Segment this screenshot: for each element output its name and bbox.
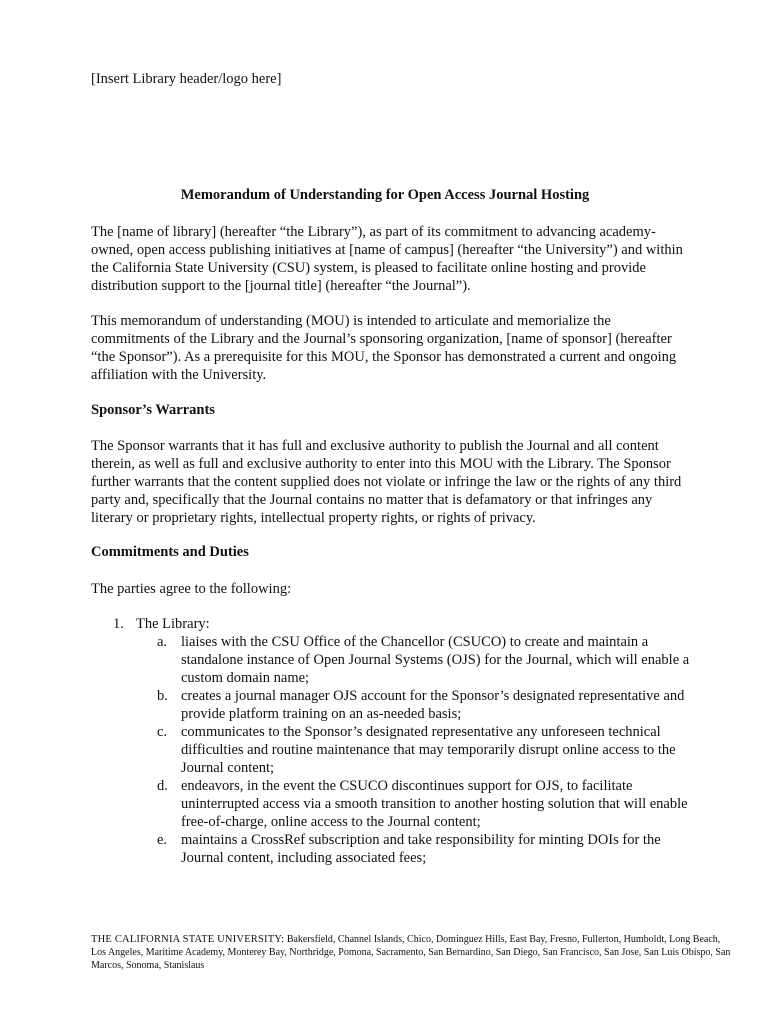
list-label: The Library: [136, 616, 210, 632]
list-item [157, 687, 697, 723]
list-number: 1. [113, 616, 124, 632]
header-placeholder: [Insert Library header/logo here] [91, 71, 282, 87]
warrants-paragraph: The Sponsor warrants that it has full and exclusive authority to publish the Journal and all content therein, as well as full and exclusive authority to enter into this MOU with the Library. The Sponsor further warrants that the content supplied does not violate or infringe the law or the rights of any third party and, specifically that the Journal contains no matter that is defamatory or that infringes any literary or proprietary rights, intellectual property rights, or rights of privacy. [91, 438, 682, 526]
item-text: liaises with the CSU Office of the Chancellor (CSUCO) to create and maintain a standalone instance of Open Journal Systems (OJS) for the Journal, which will enable a custom domain name; [181, 634, 690, 686]
item-letter: a. [157, 634, 168, 650]
mou-paragraph: This memorandum of understanding (MOU) is intended to articulate and memorialize the commitments of the Library and the Journal’s sponsoring organization, [name of sponsor] (hereafter “the Sponsor”). As a prerequisite for this MOU, the Sponsor has demonstrated a current and ongoing affiliation with the University. [91, 313, 677, 383]
intro-paragraph: The [name of library] (hereafter “the Library”), as part of its commitment to advancing academy-owned, open access publishing initiatives at [name of campus] (hereafter “the University”) and within the California State University (CSU) system, is pleased to facilitate online hosting and provide distribution support to the [journal title] (hereafter “the Journal”). [91, 224, 683, 294]
parties-paragraph: The parties agree to the following: [91, 581, 292, 597]
library-duties-list [157, 633, 697, 867]
footer [91, 933, 731, 972]
list-item [157, 723, 697, 777]
item-letter: d. [157, 778, 168, 794]
list-item [157, 633, 697, 687]
item-text: creates a journal manager OJS account for the Sponsor’s designated representative and provide platform training on an as-needed basis; [181, 688, 685, 722]
warrants-heading: Sponsor’s Warrants [91, 402, 215, 418]
item-letter: e. [157, 832, 168, 848]
footer-university: THE CALIFORNIA STATE UNIVERSITY: [91, 934, 285, 945]
footer-campuses: Bakersfield, Channel Islands, Chico, Dominguez Hills, East Bay, Fresno, Fullerton, Humboldt, Long Beach, Los Angeles, Maritime Academy, Monterey Bay, Northridge, Pomona, Sacramento, San Bernardino, San Diego, San Francisco, San Jose, San Luis Obispo, San Marcos, Sonoma, Stanislaus [91, 934, 731, 971]
item-text: maintains a CrossRef subscription and take responsibility for minting DOIs for the Journal content, including associated fees; [181, 832, 661, 866]
item-text: communicates to the Sponsor’s designated representative any unforeseen technical difficulties and routine maintenance that may temporarily disrupt online access to the Journal content; [181, 724, 676, 776]
numbered-list-item [113, 615, 210, 633]
item-letter: b. [157, 688, 168, 704]
commitments-heading: Commitments and Duties [91, 544, 249, 560]
item-letter: c. [157, 724, 168, 740]
document-title: Memorandum of Understanding for Open Access Journal Hosting [180, 187, 590, 203]
item-text: endeavors, in the event the CSUCO discontinues support for OJS, to facilitate uninterrupted access via a smooth transition to another hosting solution that will enable free-of-charge, online access to the Journal content; [181, 778, 688, 830]
list-item [157, 777, 697, 831]
list-item [157, 831, 697, 867]
